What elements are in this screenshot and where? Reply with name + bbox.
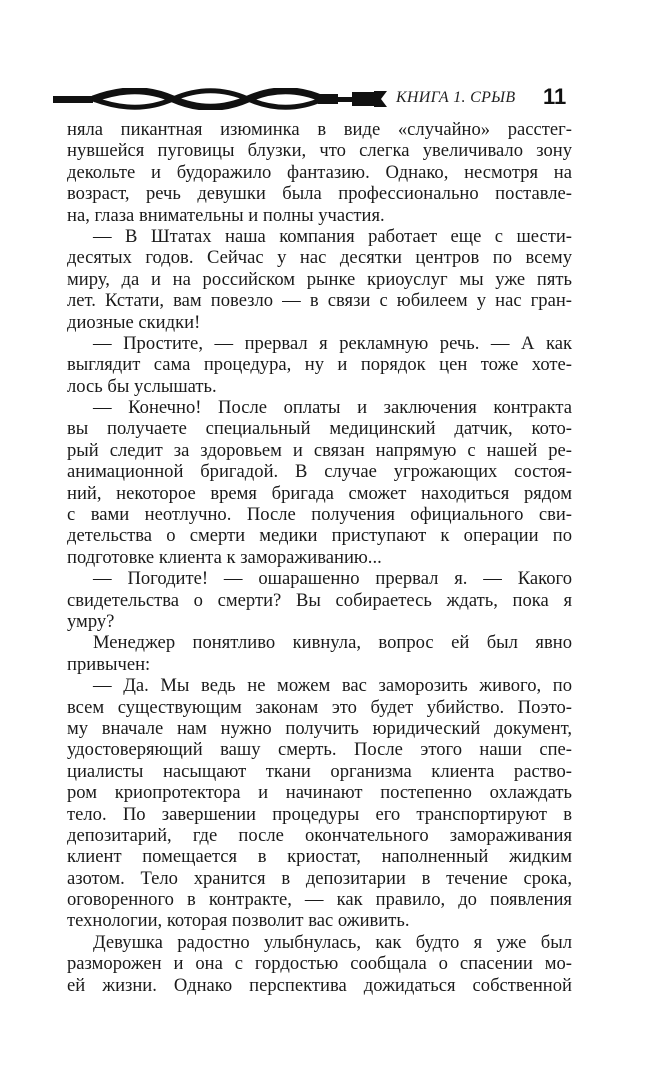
header-ornament-icon [53,88,388,110]
text-line: на, глаза внимательны и полны участия. [67,204,385,226]
text-line: рый следит за здоровьем и связан напрямую с нашей ре- [67,439,572,461]
text-line: нувшейся пуговицы блузки, что слегка увеличивало зону [67,140,572,162]
text-line: азотом. Тело хранится в депозитарии в течение срока, [67,867,572,889]
body-text [67,119,572,996]
text-line: технологии, которая позволит вас оживить. [67,910,410,932]
text-line: Девушка радостно улыбнулась, как будто я уже был [93,931,572,953]
text-line: клиент помещается в криостат, наполненный жидким [67,846,572,868]
text-line: разморожен и она с гордостью сообщала о спасении мо- [67,953,572,975]
text-line: свидетельства о смерти? Вы собираетесь ждать, пока я [67,589,572,611]
text-line: диозные скидки! [67,311,201,333]
text-line: Менеджер понятливо кивнула, вопрос ей был явно [93,632,572,654]
text-line: — В Штатах наша компания работает еще с шести- [93,225,572,247]
text-line: — Простите, — прервал я рекламную речь. — А как [93,332,572,354]
text-line: умру? [67,610,115,632]
text-line: лет. Кстати, вам повезло — в связи с юбилеем у нас гран- [67,290,572,312]
page-number: 11 [543,84,567,109]
text-line: возраст, речь девушки была профессионально поставле- [67,183,572,205]
text-line: тело. По завершении процедуры его транспортируют в [67,803,572,825]
text-line: — Да. Мы ведь не можем вас заморозить живого, по [93,675,572,697]
text-line: миру, да и на российском рынке криоуслуг мы уже пять [67,268,572,290]
text-line: десятых годов. Сейчас у нас десятки центров по всему [67,247,572,269]
text-line: с вами неотлучно. После получения официального сви- [67,504,572,526]
text-line: привычен: [67,653,151,675]
text-line: детельства о смерти медики приступают к операции по [67,525,572,547]
text-line: вы получаете специальный медицинский датчик, кото- [67,418,572,440]
text-line: циалисты насыщают ткани организма клиента раство- [67,760,572,782]
text-line: ний, некоторое время бригада сможет находиться рядом [67,482,572,504]
text-line: анимационной бригадой. В случае угрожающих состоя- [67,461,572,483]
text-line: му вначале нам нужно получить юридический документ, [67,717,572,739]
text-line: ром криопротектора и начинают постепенно охлаждать [67,782,572,804]
text-line: подготовке клиента к замораживанию... [67,546,382,568]
running-head: КНИГА 1. СРЫВ [396,89,516,106]
text-line: депозитарий, где после окончательного замораживания [67,824,572,846]
text-line: ей жизни. Однако перспектива дожидаться собственной [67,974,572,996]
text-line: няла пикантная изюминка в виде «случайно» расстег- [67,119,572,140]
text-line: — Погодите! — ошарашенно прервал я. — Какого [93,568,572,590]
text-line: оговоренного в контракте, — как правило, до появления [67,889,572,911]
text-line: лось бы услышать. [67,375,217,397]
text-line: декольте и будоражило фантазию. Однако, несмотря на [67,161,572,183]
text-line: всем существующим законам это будет убийство. Поэто- [67,696,572,718]
text-line: выглядит сама процедура, ну и порядок цен тоже хоте- [67,354,572,376]
text-line: удостоверяющий вашу смерть. После этого наши спе- [67,739,572,761]
text-line: — Конечно! После оплаты и заключения контракта [93,397,572,419]
